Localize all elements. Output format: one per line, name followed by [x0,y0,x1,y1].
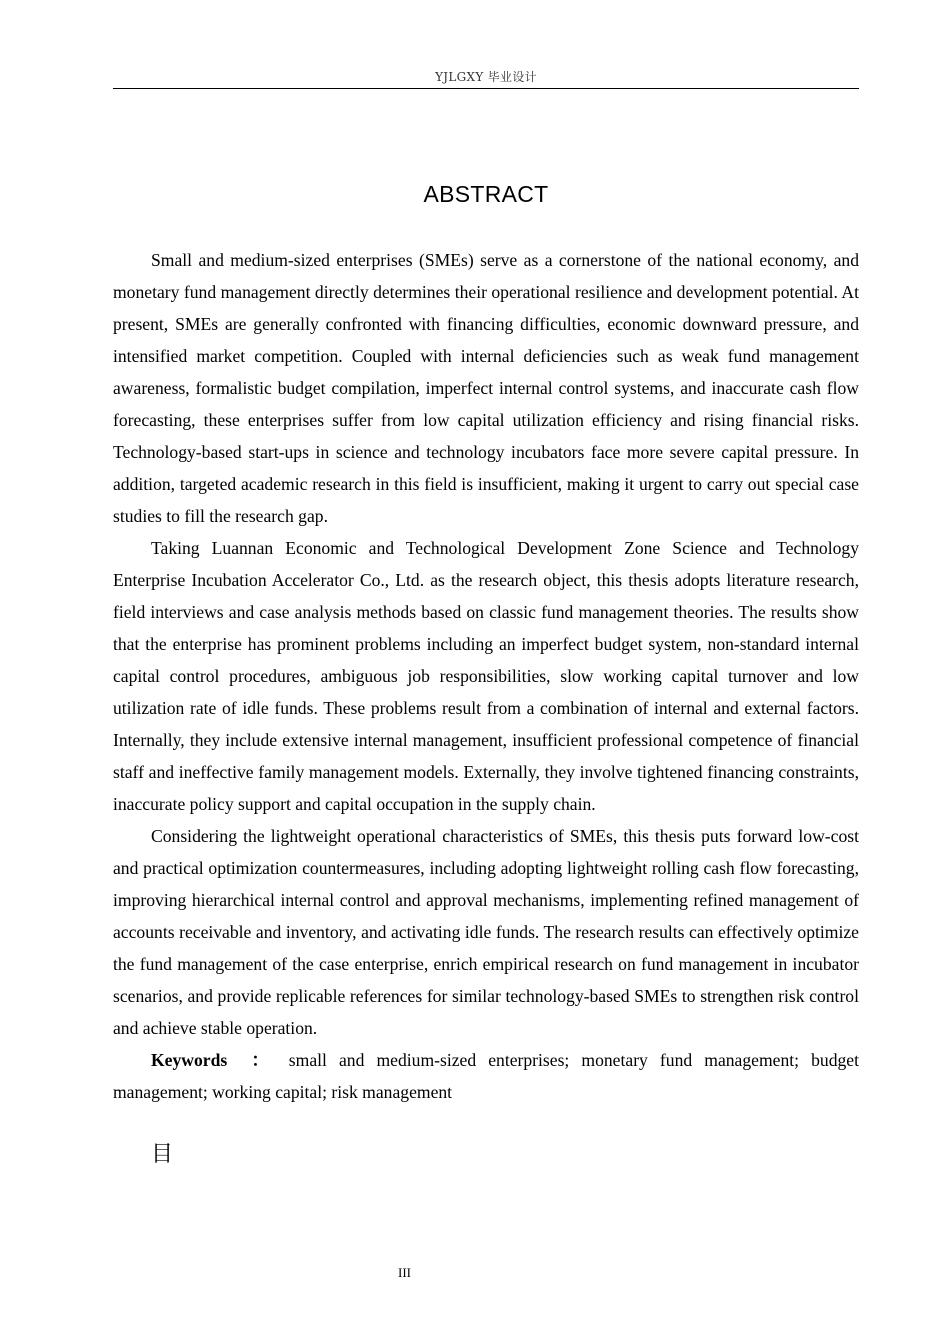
abstract-paragraph-1: Small and medium-sized enterprises (SMEs) serve as a cornerstone of the national economy, and monetary fund management directly determines their operational resilience and development potential. At present, SMEs are generally confronted with financing difficulties, economic downward pressure, and intensified market competition. Coupled with internal deficiencies such as weak fund management awareness, formalistic budget compilation, imperfect internal control systems, and inaccurate cash flow forecasting, these enterprises suffer from low capital utilization efficiency and rising financial risks. Technology-based start-ups in science and technology incubators face more severe capital pressure. In addition, targeted academic research in this field is insufficient, making it urgent to carry out special case studies to fill the research gap. [113,250,859,526]
toc-heading: 目 [151,1142,174,1167]
keywords-text: small and medium-sized enterprises; monetary fund management; budget management; working capital; risk management [113,1050,860,1102]
abstract-title: ABSTRACT [423,181,549,207]
keywords-line [113,1044,859,1108]
abstract-paragraph-2: Taking Luannan Economic and Technological Development Zone Science and Technology Enterprise Incubation Accelerator Co., Ltd. as the research object, this thesis adopts literature research, field interviews and case analysis methods based on classic fund management theories. The results show that the enterprise has prominent problems including an imperfect budget system, non-standard internal capital control procedures, ambiguous job responsibilities, slow working capital turnover and low utilization rate of idle funds. These problems result from a combination of internal and external factors. Internally, they include extensive internal management, insufficient professional competence of financial staff and ineffective family management models. Externally, they involve tightened financing constraints, inaccurate policy support and capital occupation in the supply chain. [113,538,859,814]
header-rule [113,88,859,89]
page-number: III [398,1265,411,1280]
running-header: YJLGXY 毕业设计 [435,70,537,84]
abstract-paragraph-3: Considering the lightweight operational characteristics of SMEs, this thesis puts forward low-cost and practical optimization countermeasures, including adopting lightweight rolling cash flow forecasting, improving hierarchical internal control and approval mechanisms, implementing refined management of accounts receivable and inventory, and activating idle funds. The research results can effectively optimize the fund management of the case enterprise, enrich empirical research on fund management in incubator scenarios, and provide replicable references for similar technology-based SMEs to strengthen risk control and achieve stable operation. [113,826,859,1038]
abstract-body [113,244,859,1108]
keywords-label: Keywords ： [151,1050,277,1070]
